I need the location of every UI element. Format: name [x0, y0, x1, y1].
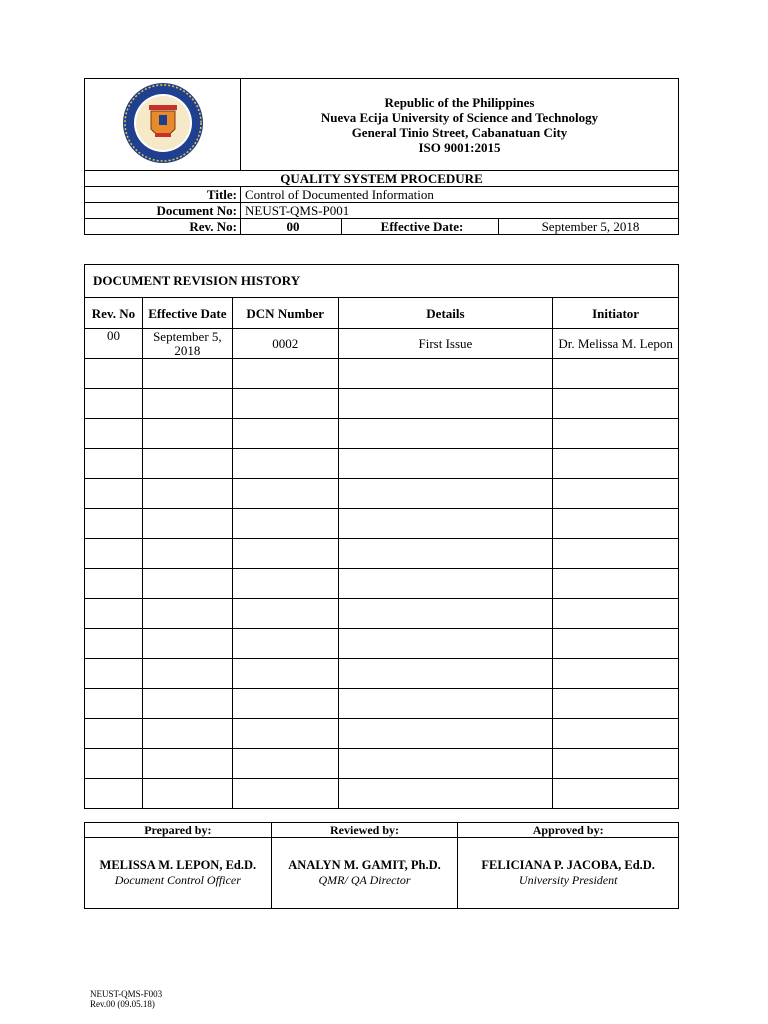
empty-cell — [85, 449, 143, 479]
reviewed-by-role: QMR/ QA Director — [318, 873, 411, 887]
empty-cell — [142, 509, 232, 539]
empty-cell — [142, 359, 232, 389]
empty-cell — [232, 569, 338, 599]
university-name: Nueva Ecija University of Science and Technology — [320, 109, 599, 125]
empty-cell — [142, 659, 232, 689]
table-row — [85, 569, 679, 599]
empty-cell — [232, 779, 338, 809]
university-seal-icon — [121, 81, 205, 165]
cell-details: First Issue — [338, 329, 553, 359]
approved-by-block — [458, 838, 679, 909]
empty-cell — [142, 539, 232, 569]
reviewed-by-block — [271, 838, 458, 909]
empty-cell — [85, 659, 143, 689]
form-revision: Rev.00 (09.05.18) — [90, 999, 155, 1009]
empty-cell — [338, 719, 553, 749]
empty-cell — [142, 719, 232, 749]
empty-cell — [553, 779, 679, 809]
cell-initiator: Dr. Melissa M. Lepon — [553, 329, 679, 359]
empty-cell — [85, 719, 143, 749]
rev-no-label: Rev. No: — [85, 219, 241, 235]
empty-cell — [85, 539, 143, 569]
empty-cell — [85, 689, 143, 719]
republic-line: Republic of the Philippines — [384, 94, 535, 110]
university-address: General Tinio Street, Cabanatuan City — [351, 124, 568, 140]
empty-cell — [553, 689, 679, 719]
empty-cell — [142, 689, 232, 719]
rev-no-value: 00 — [241, 219, 342, 235]
empty-cell — [338, 659, 553, 689]
empty-cell — [553, 479, 679, 509]
empty-cell — [338, 779, 553, 809]
empty-cell — [142, 749, 232, 779]
empty-cell — [85, 599, 143, 629]
empty-cell — [338, 569, 553, 599]
reviewed-by-label: Reviewed by: — [271, 823, 458, 838]
empty-cell — [232, 539, 338, 569]
prepared-by-role: Document Control Officer — [114, 873, 241, 887]
empty-cell — [85, 479, 143, 509]
table-row — [85, 449, 679, 479]
empty-cell — [232, 419, 338, 449]
empty-cell — [553, 599, 679, 629]
prepared-by-block — [85, 838, 272, 909]
empty-cell — [338, 449, 553, 479]
approved-by-label: Approved by: — [458, 823, 679, 838]
effective-date-value: September 5, 2018 — [499, 219, 679, 235]
revision-history-table — [84, 264, 679, 809]
empty-cell — [142, 629, 232, 659]
table-row — [85, 749, 679, 779]
empty-cell — [85, 389, 143, 419]
empty-cell — [232, 509, 338, 539]
table-row — [85, 719, 679, 749]
empty-cell — [232, 359, 338, 389]
empty-cell — [553, 629, 679, 659]
document-header — [84, 78, 679, 235]
form-footer — [90, 989, 162, 1009]
empty-cell — [338, 509, 553, 539]
empty-cell — [553, 659, 679, 689]
empty-cell — [142, 449, 232, 479]
empty-cell — [85, 569, 143, 599]
table-row — [85, 599, 679, 629]
empty-cell — [338, 359, 553, 389]
empty-cell — [232, 389, 338, 419]
empty-cell — [338, 389, 553, 419]
table-row — [85, 629, 679, 659]
empty-cell — [232, 449, 338, 479]
signature-table — [84, 822, 679, 909]
iso-certification: ISO 9001:2015 — [418, 139, 501, 155]
form-code: NEUST-QMS-F003 — [90, 989, 163, 999]
empty-cell — [553, 509, 679, 539]
empty-cell — [553, 539, 679, 569]
empty-cell — [142, 419, 232, 449]
document-no-value: NEUST-QMS-P001 — [241, 203, 679, 219]
cell-effective-date: September 5, 2018 — [142, 329, 232, 359]
empty-cell — [338, 689, 553, 719]
table-row — [85, 359, 679, 389]
title-value: Control of Documented Information — [241, 187, 679, 203]
empty-cell — [553, 719, 679, 749]
procedure-title: QUALITY SYSTEM PROCEDURE — [85, 171, 679, 187]
empty-cell — [142, 779, 232, 809]
title-label: Title: — [85, 187, 241, 203]
effective-date-label: Effective Date: — [342, 219, 499, 235]
empty-cell — [85, 749, 143, 779]
prepared-by-label: Prepared by: — [85, 823, 272, 838]
empty-cell — [142, 569, 232, 599]
empty-cell — [553, 449, 679, 479]
revision-history-title: DOCUMENT REVISION HISTORY — [85, 265, 679, 298]
empty-cell — [553, 749, 679, 779]
approved-by-name: FELICIANA P. JACOBA, Ed.D. — [481, 858, 655, 872]
empty-cell — [232, 479, 338, 509]
empty-cell — [232, 719, 338, 749]
empty-cell — [232, 689, 338, 719]
table-row — [85, 539, 679, 569]
table-row — [85, 689, 679, 719]
empty-cell — [338, 629, 553, 659]
col-header-effective-date: Effective Date — [142, 298, 232, 329]
cell-dcn-number: 0002 — [232, 329, 338, 359]
col-header-rev-no: Rev. No — [85, 298, 143, 329]
col-header-details: Details — [338, 298, 553, 329]
empty-cell — [553, 359, 679, 389]
empty-cell — [553, 419, 679, 449]
empty-cell — [85, 779, 143, 809]
table-row — [85, 389, 679, 419]
empty-cell — [142, 479, 232, 509]
table-row — [85, 419, 679, 449]
cell-rev-no: 00 — [85, 329, 143, 359]
revision-header-row — [85, 298, 679, 329]
prepared-by-name: MELISSA M. LEPON, Ed.D. — [99, 858, 257, 872]
table-row — [85, 779, 679, 809]
empty-cell — [85, 629, 143, 659]
table-row — [85, 329, 679, 359]
col-header-dcn-number: DCN Number — [232, 298, 338, 329]
empty-cell — [232, 629, 338, 659]
reviewed-by-name: ANALYN M. GAMIT, Ph.D. — [288, 858, 441, 872]
empty-cell — [338, 539, 553, 569]
empty-cell — [338, 479, 553, 509]
empty-cell — [338, 599, 553, 629]
table-row — [85, 479, 679, 509]
empty-cell — [85, 419, 143, 449]
empty-cell — [553, 389, 679, 419]
empty-cell — [232, 659, 338, 689]
document-no-label: Document No: — [85, 203, 241, 219]
empty-cell — [142, 599, 232, 629]
table-row — [85, 509, 679, 539]
empty-cell — [338, 749, 553, 779]
empty-cell — [85, 509, 143, 539]
col-header-initiator: Initiator — [553, 298, 679, 329]
empty-cell — [338, 419, 553, 449]
university-info — [241, 79, 679, 171]
empty-cell — [232, 749, 338, 779]
university-seal — [85, 79, 241, 171]
table-row — [85, 659, 679, 689]
empty-cell — [142, 389, 232, 419]
approved-by-role: University President — [518, 873, 618, 887]
empty-cell — [232, 599, 338, 629]
empty-cell — [85, 359, 143, 389]
empty-cell — [553, 569, 679, 599]
